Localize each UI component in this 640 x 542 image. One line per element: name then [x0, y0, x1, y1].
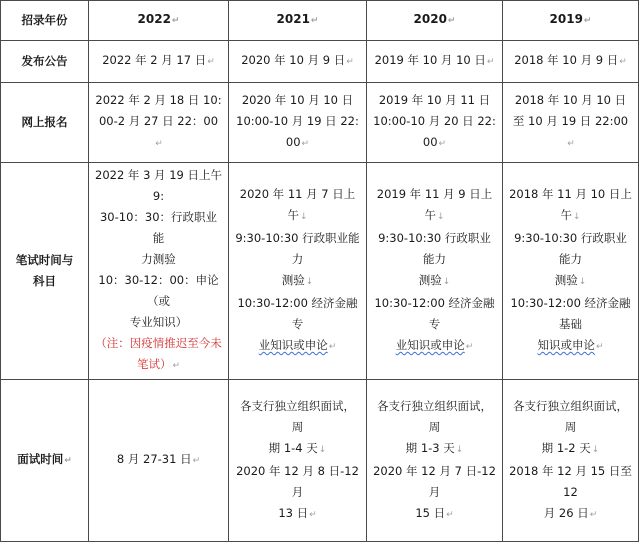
exam-2021: 2020 年 11 月 7 日上午↓ 9:30-10:30 行政职业能力 测验↓ 10:30-12:00 经济金融专 业知识或申论↵: [229, 163, 367, 380]
announce-2021: 2020 年 10 月 9 日↵: [229, 41, 367, 83]
corner-header: 招录年份: [1, 1, 89, 41]
interview-2020: 各支行独立组织面试，周 期 1-3 天↓ 2020 年 12 月 7 日-12 月 15 日↵: [367, 380, 503, 542]
interview-2019: 各支行独立组织面试，周 期 1-2 天↓ 2018 年 12 月 15 日至 12 月 26 日↵: [503, 380, 639, 542]
year-header-2020: 2020↵: [367, 1, 503, 41]
announce-row: [1, 41, 639, 83]
interview-row: [1, 380, 639, 542]
year-header-2021: 2021↵: [229, 1, 367, 41]
register-2020: 2019 年 10 月 11 日 10:00-10 月 20 日 22:00↵: [367, 83, 503, 163]
row-label-announce: 发布公告: [1, 41, 89, 83]
register-2019: 2018 年 10 月 10 日 至 10 月 19 日 22:00↵: [503, 83, 639, 163]
register-2021: 2020 年 10 月 10 日 10:00-10 月 19 日 22:00↵: [229, 83, 367, 163]
exam-2022-note: （注：因疫情推迟至今未: [95, 336, 222, 350]
interview-2021: 各支行独立组织面试，周 期 1-4 天↓ 2020 年 12 月 8 日-12 月 13 日↵: [229, 380, 367, 542]
year-header-2022: 2022↵: [89, 1, 229, 41]
year-header-2019: 2019↵: [503, 1, 639, 41]
announce-2022: 2022 年 2 月 17 日↵: [89, 41, 229, 83]
exam-2022: 2022 年 3 月 19 日上午 9: 30-10：30：行政职业能 力测验 10：30-12：00：申论（或 专业知识） （注：因疫情推迟至今未 笔试）↵: [89, 163, 229, 380]
register-2022: 2022 年 2 月 18 日 10: 00-2 月 27 日 22：00↵: [89, 83, 229, 163]
announce-2020: 2019 年 10 月 10 日↵: [367, 41, 503, 83]
register-row: [1, 83, 639, 163]
row-label-interview: 面试时间↵: [1, 380, 89, 542]
exam-2019: 2018 年 11 月 10 日上午↓ 9:30-10:30 行政职业能力 测验↓ 10:30-12:00 经济金融基础 知识或申论↵: [503, 163, 639, 380]
row-label-exam: 笔试时间与 科目: [1, 163, 89, 380]
header-row: [1, 1, 639, 41]
announce-2019: 2018 年 10 月 9 日↵: [503, 41, 639, 83]
exam-2020: 2019 年 11 月 9 日上午↓ 9:30-10:30 行政职业能力 测验↓ 10:30-12:00 经济金融专 业知识或申论↵: [367, 163, 503, 380]
row-label-register: 网上报名: [1, 83, 89, 163]
interview-2022: 8 月 27-31 日↵: [89, 380, 229, 542]
exam-row: [1, 163, 639, 380]
